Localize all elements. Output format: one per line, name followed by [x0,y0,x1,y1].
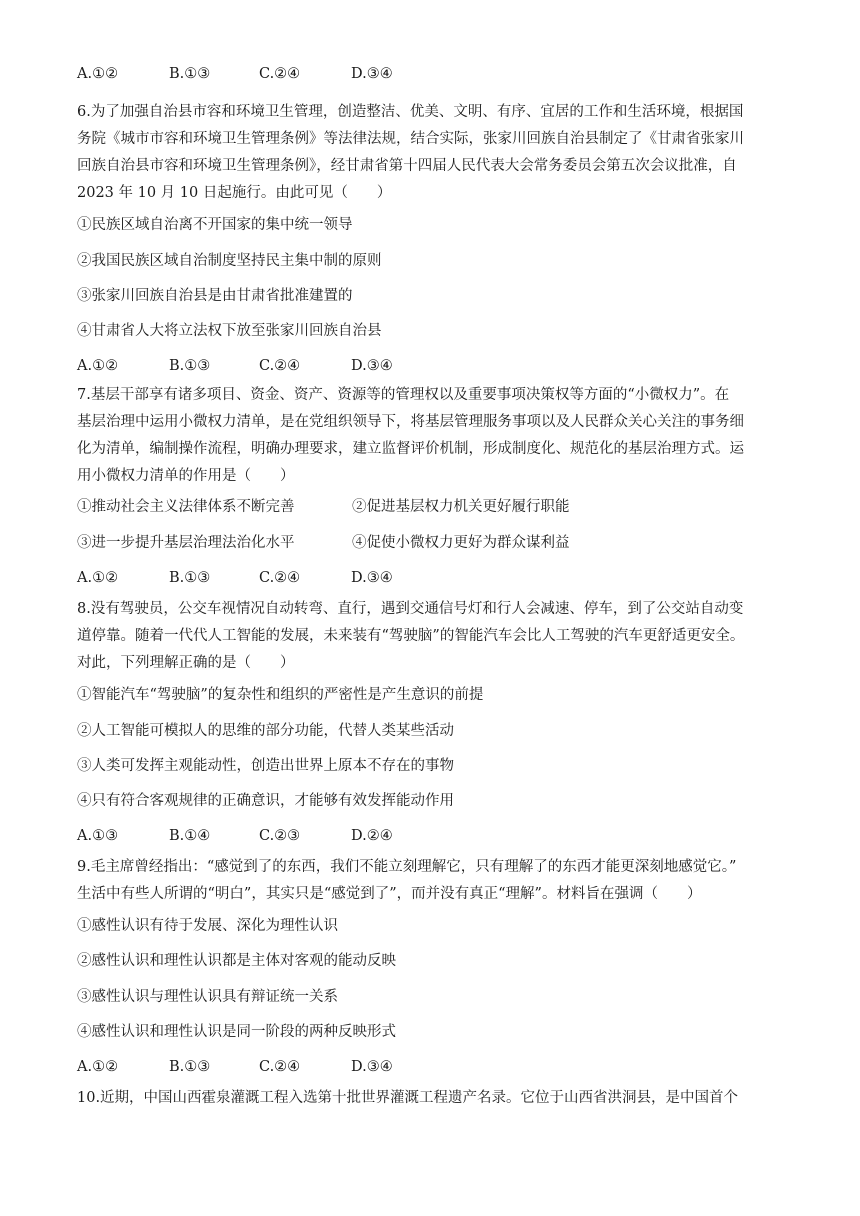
option-d: D.③④ [351,1059,393,1075]
q6-item: ③张家川回族自治县是由甘肃省批准建置的 [77,288,353,304]
q9-item: ④感性认识和理性认识是同一阶段的两种反映形式 [77,1024,396,1040]
q6-item: ①民族区域自治离不开国家的集中统一领导 [77,217,353,233]
option-a: A.①② [77,570,119,586]
option-c: C.②④ [259,358,301,374]
q9-item: ②感性认识和理性认识都是主体对客观的能动反映 [77,953,396,969]
q7-stem-line: 用小微权力清单的作用是（ ） [77,468,295,484]
option-a: A.①② [77,1059,119,1075]
option-b: B.①③ [169,1059,211,1075]
q8-item: ①智能汽车“驾驶脑”的复杂性和组织的严密性是产生意识的前提 [77,687,484,703]
q6-stem-line: 回族自治县市容和环境卫生管理条例》，经甘肃省第十四届人民代表大会常务委员会第五次会议批准，自 [77,158,737,174]
q8-item: ②人工智能可模拟人的思维的部分功能，代替人类某些活动 [77,723,454,739]
option-a: A.①③ [77,828,119,844]
q7-item: ④促使小微权力更好为群众谋利益 [352,535,570,551]
option-d: D.③④ [351,358,393,374]
option-b: B.①③ [169,66,211,82]
option-b: B.①③ [169,358,211,374]
q8-stem-line: 对此，下列理解正确的是（ ） [77,655,295,671]
q7-item: ②促进基层权力机关更好履行职能 [352,499,570,515]
option-d: D.②④ [351,828,393,844]
q9-item: ③感性认识与理性认识具有辩证统一关系 [77,989,338,1005]
q7-item: ①推动社会主义法律体系不断完善 [77,499,295,515]
q6-item: ②我国民族区域自治制度坚持民主集中制的原则 [77,253,382,269]
q8-item: ④只有符合客观规律的正确意识，才能够有效发挥能动作用 [77,793,454,809]
q8-stem-line: 8.没有驾驶员，公交车视情况自动转弯、直行，遇到交通信号灯和行人会减速、停车，到了公交站自动变 [77,601,744,617]
q7-stem-line: 7.基层干部享有诸多项目、资金、资产、资源等的管理权以及重要事项决策权等方面的“小微权力”。在 [77,387,730,403]
q6-item: ④甘肃省人大将立法权下放至张家川回族自治县 [77,323,382,339]
option-c: C.②④ [259,66,301,82]
q9-item: ①感性认识有待于发展、深化为理性认识 [77,918,338,934]
option-b: B.①④ [169,828,211,844]
q10-stem-line: 10.近期，中国山西霍泉灌溉工程入选第十批世界灌溉工程遗产名录。它位于山西省洪洞县，是中国首个 [77,1090,739,1106]
option-b: B.①③ [169,570,211,586]
q7-items-row [77,533,777,553]
option-c: C.②④ [259,570,301,586]
q6-stem-line: 2023 年 10 月 10 日起施行。由此可见（ ） [77,185,392,201]
q6-stem-line: 6.为了加强自治县市容和环境卫生管理，创造整洁、优美、文明、有序、宜居的工作和生活环境，根据国 [77,104,744,120]
q8-stem-line: 道停靠。随着一代代人工智能的发展，未来装有“驾驶脑”的智能汽车会比人工驾驶的汽车更舒适更安全。 [77,628,745,644]
option-c: C.②③ [259,828,301,844]
q8-item: ③人类可发挥主观能动性，创造出世界上原本不存在的事物 [77,758,454,774]
q7-item: ③进一步提升基层治理法治化水平 [77,535,295,551]
q6-stem-line: 务院《城市市容和环境卫生管理条例》等法律法规，结合实际，张家川回族自治县制定了《甘肃省张家川 [77,131,744,147]
q9-stem-line: 9.毛主席曾经指出：“感觉到了的东西，我们不能立刻理解它，只有理解了的东西才能更深刻地感觉它。” [77,859,737,875]
q7-items-row [77,497,777,517]
option-c: C.②④ [259,1059,301,1075]
option-d: D.③④ [351,570,393,586]
q7-stem-line: 化为清单，编制操作流程，明确办理要求，建立监督评价机制，形成制度化、规范化的基层治理方式。运 [77,441,744,457]
q9-stem-line: 生活中有些人所谓的“明白”，其实只是“感觉到了”，而并没有真正“理解”。材料旨在强调（ ） [77,886,702,902]
option-a: A.①② [77,66,119,82]
option-a: A.①② [77,358,119,374]
option-d: D.③④ [351,66,393,82]
q7-stem-line: 基层治理中运用小微权力清单，是在党组织领导下，将基层管理服务事项以及人民群众关心关注的事务细 [77,414,744,430]
